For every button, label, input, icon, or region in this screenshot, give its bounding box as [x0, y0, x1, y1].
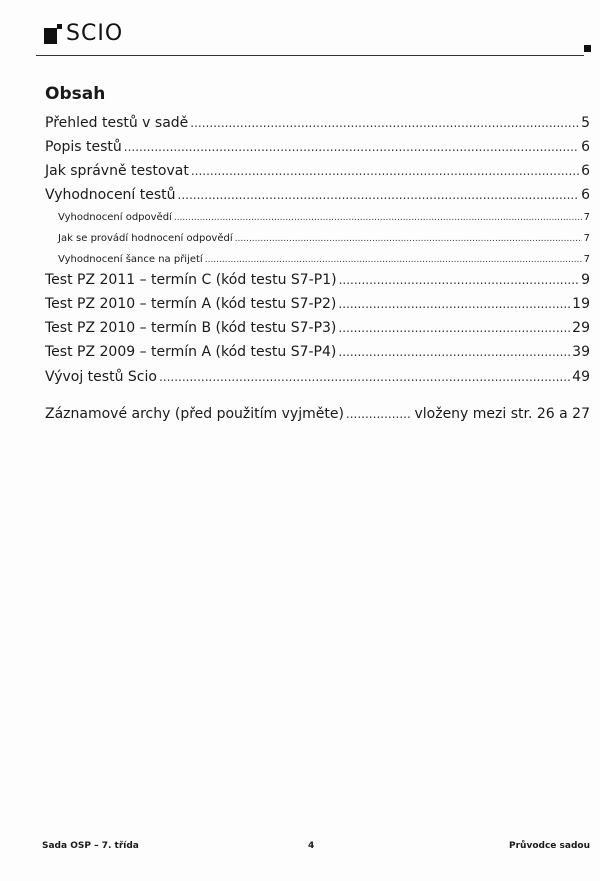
toc-entry-page: 19 — [572, 296, 590, 312]
toc-leader — [338, 321, 570, 335]
toc-entry-label: Test PZ 2010 – termín A (kód testu S7-P2) — [45, 296, 337, 312]
toc-leader — [339, 273, 580, 287]
toc-subentry-page: 7 — [583, 254, 590, 265]
toc-leader — [205, 255, 582, 265]
toc-leader — [235, 234, 582, 244]
toc-leader — [174, 213, 582, 223]
page-header — [36, 18, 593, 58]
toc-leader — [178, 188, 580, 202]
toc-entry[interactable] — [45, 320, 590, 336]
header-rule — [36, 55, 584, 56]
toc-entry-page: 6 — [581, 139, 590, 155]
scio-logo-mark-icon — [44, 24, 62, 44]
toc-subentry[interactable] — [58, 233, 590, 244]
header-square-icon — [584, 45, 591, 52]
toc-entry-page: 6 — [581, 187, 590, 203]
toc-entry-label: Test PZ 2010 – termín B (kód testu S7-P3) — [45, 320, 337, 336]
toc-entry-label: Popis testů — [45, 139, 122, 155]
toc-entry[interactable] — [45, 115, 590, 131]
toc-subentry-page: 7 — [583, 233, 590, 244]
toc-leader — [191, 164, 579, 178]
toc-entry-page: vloženy mezi str. 26 a 27 — [414, 406, 590, 422]
toc-leader — [190, 116, 579, 130]
toc-entry-label: Test PZ 2011 – termín C (kód testu S7-P1) — [45, 272, 337, 288]
scio-logo — [44, 21, 124, 46]
toc-entry[interactable] — [45, 369, 590, 385]
footer-series: Sada OSP – 7. třída — [42, 841, 139, 851]
toc-entry-page: 39 — [572, 344, 590, 360]
toc-leader — [124, 140, 579, 154]
toc-entry-page: 29 — [572, 320, 590, 336]
toc-subentry[interactable] — [58, 212, 590, 223]
toc-entry-label: Vývoj testů Scio — [45, 369, 157, 385]
toc-entry[interactable] — [45, 344, 590, 360]
toc-entry-label: Přehled testů v sadě — [45, 115, 189, 131]
footer-section: Průvodce sadou — [509, 841, 590, 851]
toc-subentry[interactable] — [58, 254, 590, 265]
toc-entry-label: Test PZ 2009 – termín A (kód testu S7-P4) — [45, 344, 337, 360]
page-title: Obsah — [45, 84, 106, 104]
toc-entry-inserted-sheets[interactable] — [45, 406, 590, 422]
toc-subentry-label: Vyhodnocení odpovědí — [58, 212, 172, 223]
toc-entry-page: 6 — [581, 163, 590, 179]
toc-subentry-page: 7 — [583, 212, 590, 223]
toc-entry-label: Jak správně testovat — [45, 163, 189, 179]
toc-entry-label: Vyhodnocení testů — [45, 187, 176, 203]
toc-entry-page: 9 — [581, 272, 590, 288]
toc-leader — [159, 370, 570, 384]
toc-entry[interactable] — [45, 139, 590, 155]
toc-entry-label: Záznamové archy (před použitím vyjměte) — [45, 406, 344, 422]
toc-entry[interactable] — [45, 163, 590, 179]
toc-leader — [346, 407, 413, 421]
toc-entry[interactable] — [45, 187, 590, 203]
toc-entry[interactable] — [45, 296, 590, 312]
logo-text: SCIO — [66, 21, 124, 46]
toc-entry[interactable] — [45, 272, 590, 288]
toc-entry-page: 5 — [581, 115, 590, 131]
footer-page-number: 4 — [308, 841, 315, 851]
toc-subentry-label: Jak se provádí hodnocení odpovědí — [58, 233, 233, 244]
toc-leader — [338, 297, 570, 311]
toc-leader — [338, 345, 570, 359]
toc-entry-page: 49 — [572, 369, 590, 385]
toc-subentry-label: Vyhodnocení šance na přijetí — [58, 254, 203, 265]
page-footer — [42, 841, 590, 855]
